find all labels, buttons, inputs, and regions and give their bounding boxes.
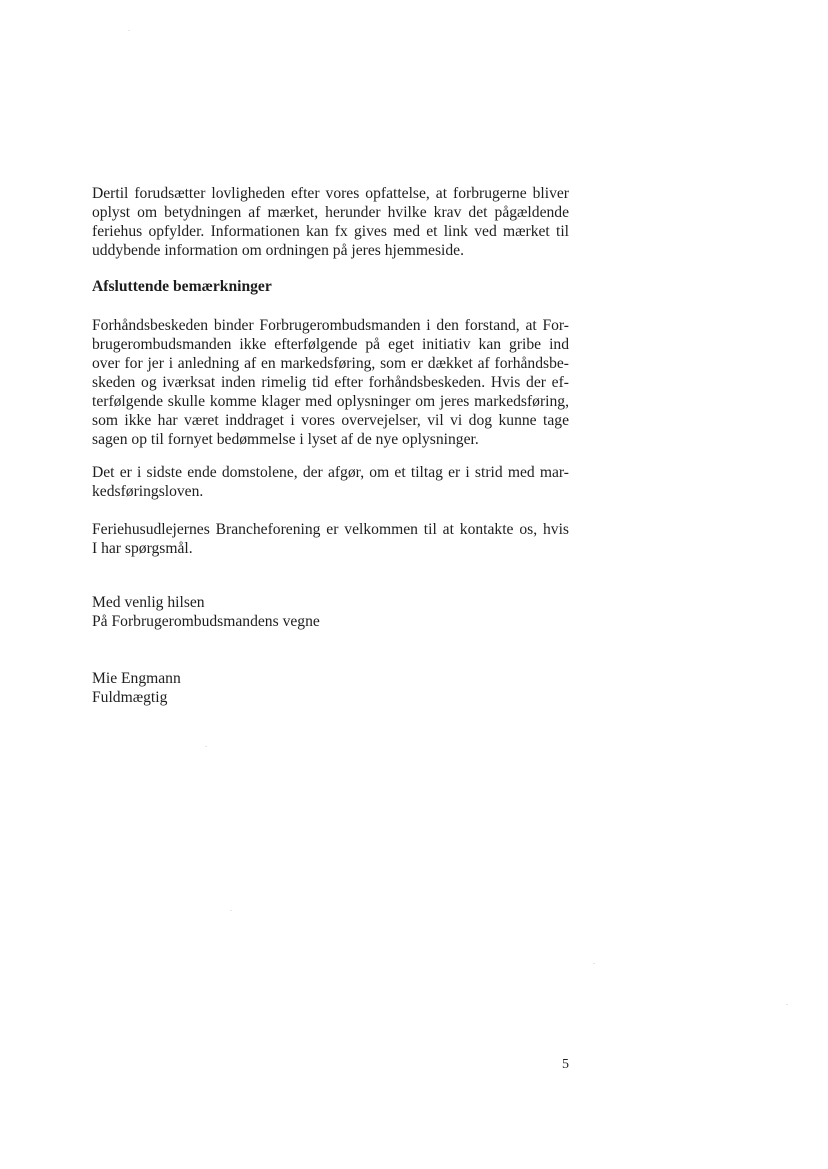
paragraph-line: sagen op til fornyet bedømmelse i lyset af de nye oplysninger. [92,431,479,448]
paragraph-line: terfølgende skulle komme klager med oplysninger om jeres markedsføring, [92,393,569,410]
closing-greeting: Med venlig hilsen [92,594,205,611]
paragraph-line: over for jer i anledning af en markedsføring, som er dækket af forhåndsbe- [92,355,569,372]
signer-name: Mie Engmann [92,670,181,687]
paragraph-contact [92,520,569,558]
paragraph-line: I har spørgsmål. [92,540,193,557]
paragraph-courts [92,463,569,501]
scan-speck [593,963,595,964]
paragraph-line: uddybende information om ordningen på jeres hjemmeside. [92,242,464,259]
scan-speck [786,1004,788,1005]
scan-speck [230,910,232,911]
paragraph-line: brugerombudsmanden ikke efterfølgende på eget initiativ kan gribe ind [92,336,569,353]
paragraph-line: som ikke har været inddraget i vores overvejelser, vil vi dog kunne tage [92,412,569,429]
closing-on-behalf: På Forbrugerombudsmandens vegne [92,613,320,630]
signer-title: Fuldmægtig [92,689,168,706]
page-number: 5 [562,1057,569,1072]
scan-speck [205,746,207,747]
paragraph-intro [92,184,569,260]
paragraph-line: Feriehusudlejernes Brancheforening er velkommen til at kontakte os, hvis [92,521,569,538]
scan-speck [128,30,130,31]
paragraph-line: Dertil forudsætter lovligheden efter vores opfattelse, at forbrugerne bliver [92,185,569,202]
section-heading: Afsluttende bemærkninger [92,278,272,295]
paragraph-line: skeden og iværksat inden rimelig tid efter forhåndsbeskeden. Hvis der ef- [92,374,569,391]
paragraph-line: oplyst om betydningen af mærket, herunder hvilke krav det pågældende [92,204,569,221]
paragraph-line: Forhåndsbeskeden binder Forbrugerombudsmanden i den forstand, at For- [92,317,569,334]
paragraph-advance-notice [92,316,569,449]
paragraph-line: feriehus opfylder. Informationen kan fx gives med et link ved mærket til [92,223,569,240]
paragraph-line: kedsføringsloven. [92,483,204,500]
paragraph-line: Det er i sidste ende domstolene, der afgør, om et tiltag er i strid med mar- [92,464,569,481]
